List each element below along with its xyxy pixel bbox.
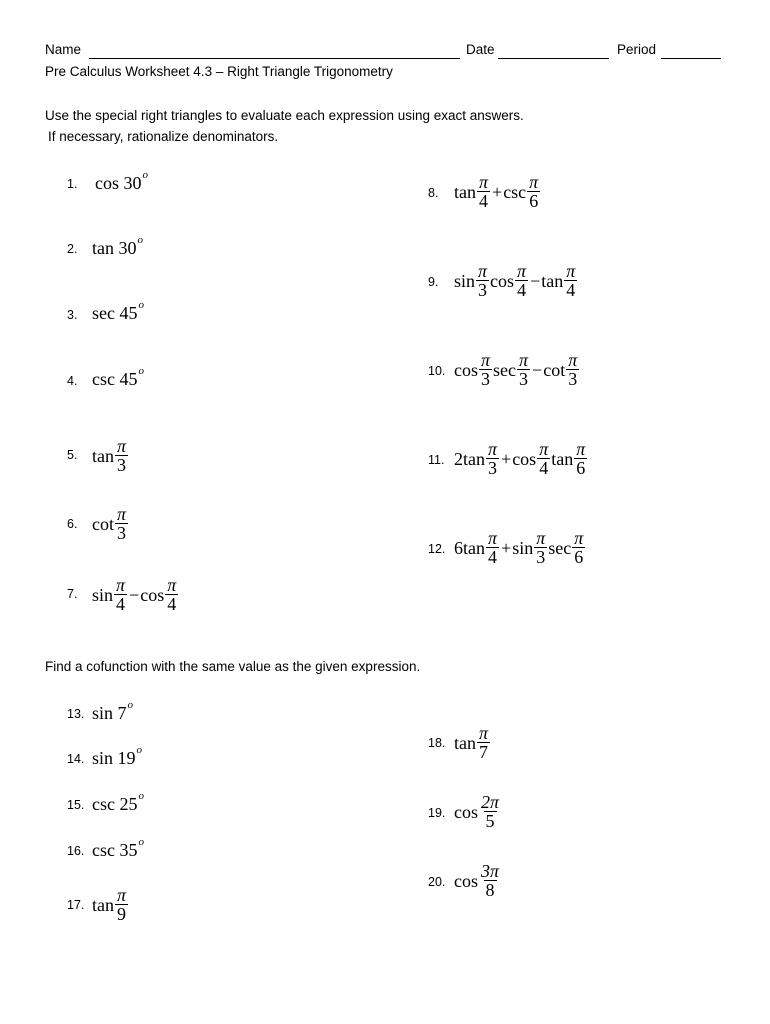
problem-6-expression: cot $\frac{\pi}{3}$ [92, 504, 127, 543]
instruction-line-2: If necessary, rationalize denominators. [48, 129, 279, 144]
problem-number: 20. [428, 875, 446, 889]
fraction: $\frac{\pi}{7}$ [479, 723, 489, 762]
problem-11-expression: 2 tan $\frac{\pi}{3}$ + cos $\frac{\pi}{4}$ tan $\frac{\pi}{6}$ [454, 439, 586, 478]
problem-3-expression: sec 45 o [92, 298, 144, 323]
fraction: $\frac{\pi}{4}$ [566, 261, 576, 300]
problem-number: 16. [67, 844, 85, 858]
name-label: Name [45, 42, 82, 57]
problem-number: 3. [67, 308, 78, 322]
fraction: $\frac{\pi}{4}$ [517, 261, 527, 300]
fraction: $\frac{\pi}{4}$ [488, 528, 498, 567]
fraction: $\frac{\pi}{4}$ [167, 575, 177, 614]
period-field[interactable] [661, 58, 721, 59]
problem-15-expression: csc 25 o [92, 789, 144, 814]
problem-number: 2. [67, 242, 78, 256]
problem-number: 6. [67, 517, 78, 531]
problem-number: 17. [67, 898, 85, 912]
period-label: Period [617, 42, 657, 57]
problem-number: 1. [67, 177, 78, 191]
problem-number: 13. [67, 707, 85, 721]
problem-number: 4. [67, 374, 78, 388]
problem-17-expression: tan $\frac{\pi}{9}$ [92, 885, 127, 924]
problem-4-expression: csc 45 o [92, 364, 144, 389]
date-label: Date [466, 42, 495, 57]
problem-10-expression: cos $\frac{\pi}{3}$ sec $\frac{\pi}{3}$ − cot $\frac{\pi}{3}$ [454, 350, 578, 389]
fraction: $\frac{\pi}{4}$ [539, 439, 549, 478]
instruction-line-1: Use the special right triangles to evaluate each expression using exact answers. [45, 108, 524, 123]
problem-12-expression: 6 tan $\frac{\pi}{4}$ + sin $\frac{\pi}{3}$ sec $\frac{\pi}{6}$ [454, 528, 584, 567]
fraction: $\frac{\pi}{4}$ [479, 172, 489, 211]
problem-2-expression: tan 30 o [92, 233, 143, 258]
problem-1-expression: cos 30 o [95, 168, 148, 193]
problem-number: 14. [67, 752, 85, 766]
fraction: $\frac{\pi}{3}$ [488, 439, 498, 478]
fraction: $\frac{\pi}{4}$ [116, 575, 126, 614]
problem-number: 12. [428, 542, 446, 556]
problem-14-expression: sin 19 o [92, 743, 143, 768]
fraction: $\frac{\pi}{3}$ [481, 350, 491, 389]
fraction: $\frac{2\pi}{5}$ [481, 792, 500, 831]
fraction: $\frac{\pi}{3}$ [519, 350, 529, 389]
name-field[interactable] [89, 58, 460, 59]
problem-19-expression: cos $\frac{2\pi}{5}$ [454, 792, 500, 831]
date-field[interactable] [498, 58, 609, 59]
problem-number: 11. [428, 453, 445, 467]
fraction: $\frac{\pi}{9}$ [117, 885, 127, 924]
problem-number: 7. [67, 587, 78, 601]
problem-20-expression: cos $\frac{3\pi}{8}$ [454, 861, 500, 900]
problem-number: 19. [428, 806, 446, 820]
problem-5-expression: tan $\frac{\pi}{3}$ [92, 436, 127, 475]
fraction: $\frac{\pi}{3}$ [536, 528, 546, 567]
problem-9-expression: sin $\frac{\pi}{3}$ cos $\frac{\pi}{4}$ − tan $\frac{\pi}{4}$ [454, 261, 576, 300]
problem-13-expression: sin 7 o [92, 698, 134, 723]
cofunction-instruction: Find a cofunction with the same value as the given expression. [45, 659, 421, 674]
fraction: $\frac{3\pi}{8}$ [481, 861, 500, 900]
problem-7-expression: sin $\frac{\pi}{4}$ − cos $\frac{\pi}{4}$ [92, 575, 177, 614]
fraction: $\frac{\pi}{6}$ [529, 172, 539, 211]
problem-number: 9. [428, 275, 439, 289]
fraction: $\frac{\pi}{3}$ [117, 436, 127, 475]
problem-18-expression: tan $\frac{\pi}{7}$ [454, 723, 489, 762]
problem-number: 8. [428, 186, 439, 200]
problem-number: 10. [428, 364, 446, 378]
problem-number: 15. [67, 798, 85, 812]
fraction: $\frac{\pi}{6}$ [576, 439, 586, 478]
problem-8-expression: tan $\frac{\pi}{4}$ + csc $\frac{\pi}{6}$ [454, 172, 539, 211]
worksheet-title: Pre Calculus Worksheet 4.3 – Right Triangle Trigonometry [45, 64, 393, 79]
problem-16-expression: csc 35 o [92, 835, 144, 860]
fraction: $\frac{\pi}{6}$ [574, 528, 584, 567]
fraction: $\frac{\pi}{3}$ [478, 261, 488, 300]
problem-number: 18. [428, 736, 446, 750]
fraction: $\frac{\pi}{3}$ [568, 350, 578, 389]
fraction: $\frac{\pi}{3}$ [117, 504, 127, 543]
problem-number: 5. [67, 448, 78, 462]
